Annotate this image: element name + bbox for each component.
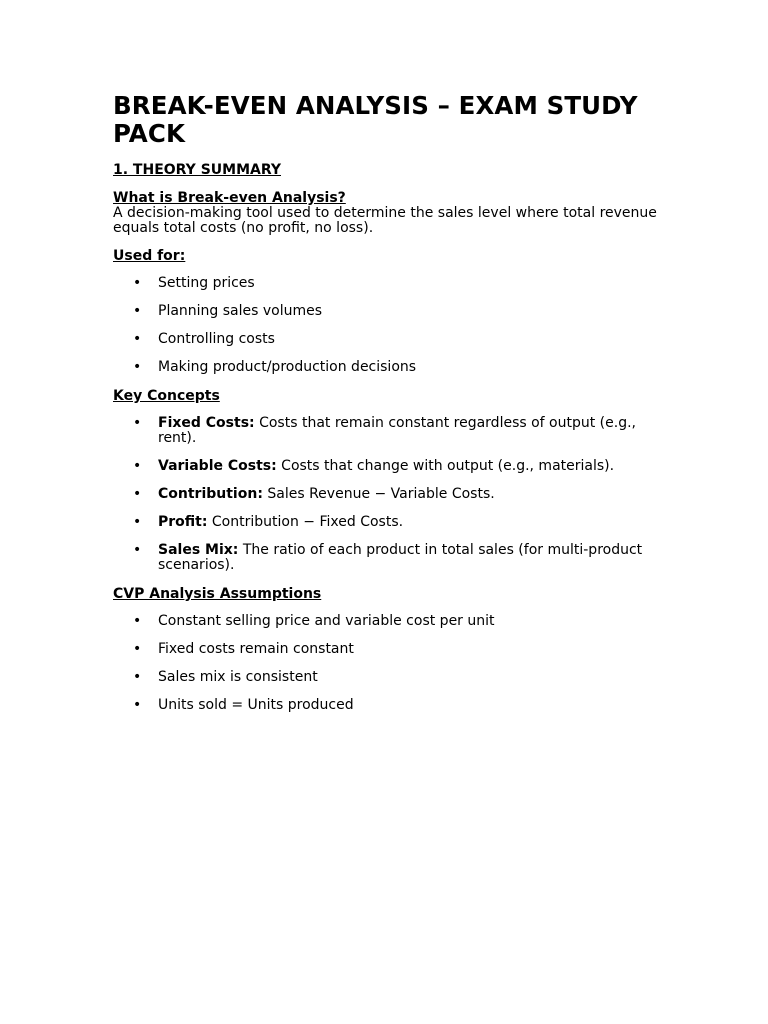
subheading-what-is: What is Break-even Analysis? [113, 190, 346, 206]
list-item [113, 515, 658, 530]
used-for-list [113, 276, 658, 375]
bullet-icon: • [133, 486, 142, 502]
list-item [113, 670, 658, 685]
bullet-icon: • [133, 275, 142, 291]
list-item-text: Making product/production decisions [158, 359, 417, 375]
bullet-icon: • [133, 415, 142, 431]
list-item-text: Setting prices [158, 275, 255, 291]
subheading-key-concepts: Key Concepts [113, 388, 220, 404]
list-item-text: Constant selling price and variable cost per unit [158, 613, 495, 629]
list-item [113, 304, 658, 319]
concept-definition: Sales Revenue − Variable Costs. [262, 486, 495, 502]
list-item-text: Fixed costs remain constant [158, 641, 354, 657]
concept-term: Variable Costs: [158, 458, 277, 474]
subheading-cvp-assumptions: CVP Analysis Assumptions [113, 586, 322, 602]
bullet-icon: • [133, 359, 142, 375]
document-title: BREAK-EVEN ANALYSIS – EXAM STUDY PACK [113, 91, 638, 148]
bullet-icon: • [133, 303, 142, 319]
bullet-icon: • [133, 331, 142, 347]
list-item [113, 642, 658, 657]
concept-definition: The ratio of each product in total sales (for multi-product scenarios). [158, 542, 643, 573]
list-item-text: Sales mix is consistent [158, 669, 318, 685]
list-item-text: Planning sales volumes [158, 303, 323, 319]
list-item [113, 332, 658, 347]
section-heading-theory-summary: 1. THEORY SUMMARY [113, 162, 281, 178]
concept-term: Sales Mix: [158, 542, 239, 558]
list-item-text: Units sold = Units produced [158, 697, 354, 713]
bullet-icon: • [133, 514, 142, 530]
list-item [113, 276, 658, 291]
list-item [113, 543, 658, 573]
subheading-used-for: Used for: [113, 248, 186, 264]
list-item [113, 459, 658, 474]
bullet-icon: • [133, 458, 142, 474]
list-item [113, 614, 658, 629]
concept-definition: Costs that remain constant regardless of output (e.g., rent). [158, 415, 636, 446]
concept-definition: Contribution − Fixed Costs. [207, 514, 404, 530]
bullet-icon: • [133, 613, 142, 629]
list-item [113, 698, 658, 713]
concept-term: Profit: [158, 514, 208, 530]
concept-term: Contribution: [158, 486, 263, 502]
list-item [113, 487, 658, 502]
concept-definition: Costs that change with output (e.g., materials). [276, 458, 615, 474]
key-concepts-list [113, 416, 658, 573]
bullet-icon: • [133, 542, 142, 558]
definition-paragraph: A decision-making tool used to determine the sales level where total revenue equals total costs (no profit, no loss). [113, 205, 657, 236]
list-item [113, 360, 658, 375]
list-item-text: Controlling costs [158, 331, 275, 347]
concept-term: Fixed Costs: [158, 415, 255, 431]
list-item [113, 416, 658, 446]
bullet-icon: • [133, 669, 142, 685]
bullet-icon: • [133, 697, 142, 713]
cvp-assumptions-list [113, 614, 658, 713]
bullet-icon: • [133, 641, 142, 657]
